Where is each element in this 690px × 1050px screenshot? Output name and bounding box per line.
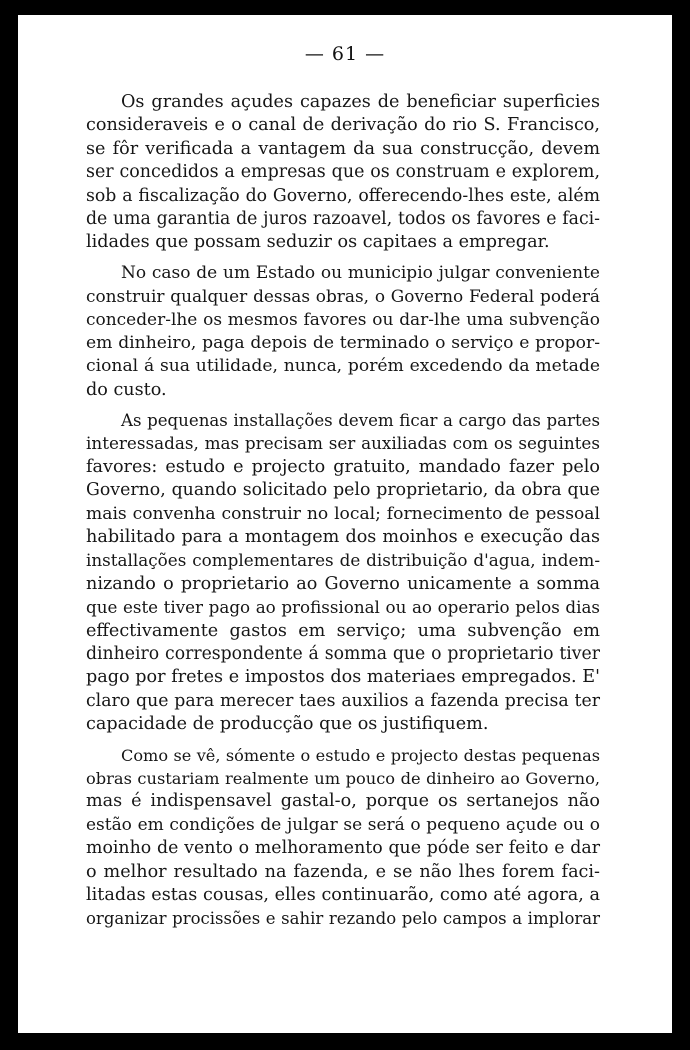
text-line: ser concedidos a empresas que os construam e explorem, xyxy=(86,162,600,183)
text-line: conceder-lhe os mesmos favores ou dar-lhe uma subvenção xyxy=(86,309,600,330)
text-line: em dinheiro, paga depois de terminado o serviço e propor- xyxy=(86,332,600,353)
paragraph-4 xyxy=(86,744,600,931)
text-line: Como se vê, sómente o estudo e projecto destas pequenas xyxy=(121,745,600,765)
text-line: No caso de um Estado ou municipio julgar conveniente xyxy=(121,262,600,283)
text-line: construir qualquer dessas obras, o Governo Federal poderá xyxy=(86,286,600,307)
book-page xyxy=(18,15,672,1033)
text-line: favores: estudo e projecto gratuito, mandado fazer pelo xyxy=(86,456,600,477)
text-line: As pequenas installações devem ficar a cargo das partes xyxy=(121,411,600,431)
text-line: litadas estas cousas, elles continuarão, como até agora, a xyxy=(86,884,600,905)
text-line: dinheiro correspondente á somma que o proprietario tiver xyxy=(86,643,600,664)
text-line: pago por fretes e impostos dos materiaes empregados. E' xyxy=(86,667,600,688)
text-line: moinho de vento o melhoramento que póde ser feito e dar xyxy=(86,838,600,859)
text-line: obras custariam realmente um pouco de dinheiro ao Governo, xyxy=(86,768,600,788)
text-line: cional á sua utilidade, nunca, porém excedendo da metade xyxy=(86,356,600,377)
text-line: interessadas, mas precisam ser auxiliadas com os seguintes xyxy=(86,433,600,454)
text-line: consideraveis e o canal de derivação do rio S. Francisco, xyxy=(86,115,600,136)
text-line: o melhor resultado na fazenda, e se não lhes forem faci- xyxy=(86,861,600,882)
text-line: claro que para merecer taes auxilios a fazenda precisa ter xyxy=(86,690,600,711)
text-line: capacidade de producção que os justifiquem. xyxy=(86,714,489,735)
text-line: se fôr verificada a vantagem da sua construcção, devem xyxy=(86,138,600,159)
text-line: organizar procissões e sahir rezando pelo campos a implorar xyxy=(86,909,600,929)
text-line: sob a fiscalização do Governo, offerecendo-lhes este, além xyxy=(86,185,600,206)
text-line: nizando o proprietario ao Governo unicamente a somma xyxy=(86,573,600,594)
text-line: habilitado para a montagem dos moinhos e execução das xyxy=(86,527,600,548)
text-line: mas é indispensavel gastal-o, porque os sertanejos não xyxy=(86,791,600,812)
text-line: de uma garantia de juros razoavel, todos os favores e faci- xyxy=(86,208,600,229)
text-line: installações complementares de distribuição d'agua, indem- xyxy=(86,550,600,571)
text-line: mais convenha construir no local; fornecimento de pessoal xyxy=(86,503,600,524)
text-line: effectivamente gastos em serviço; uma subvenção em xyxy=(86,620,600,641)
paragraph-3 xyxy=(86,409,600,736)
body-text xyxy=(86,91,600,938)
text-line: que este tiver pago ao profissional ou ao operario pelos dias xyxy=(86,597,600,618)
paragraph-2 xyxy=(86,262,600,402)
text-line: estão em condições de julgar se será o pequeno açude ou o xyxy=(86,814,600,835)
text-line: lidades que possam seduzir os capitaes a empregar. xyxy=(86,232,550,253)
text-line: do custo. xyxy=(86,379,167,400)
text-line: Os grandes açudes capazes de beneficiar superficies xyxy=(121,92,600,112)
paragraph-1 xyxy=(86,91,600,255)
text-line: Governo, quando solicitado pelo proprietario, da obra que xyxy=(86,480,600,501)
page-number: — 61 — xyxy=(304,43,386,65)
